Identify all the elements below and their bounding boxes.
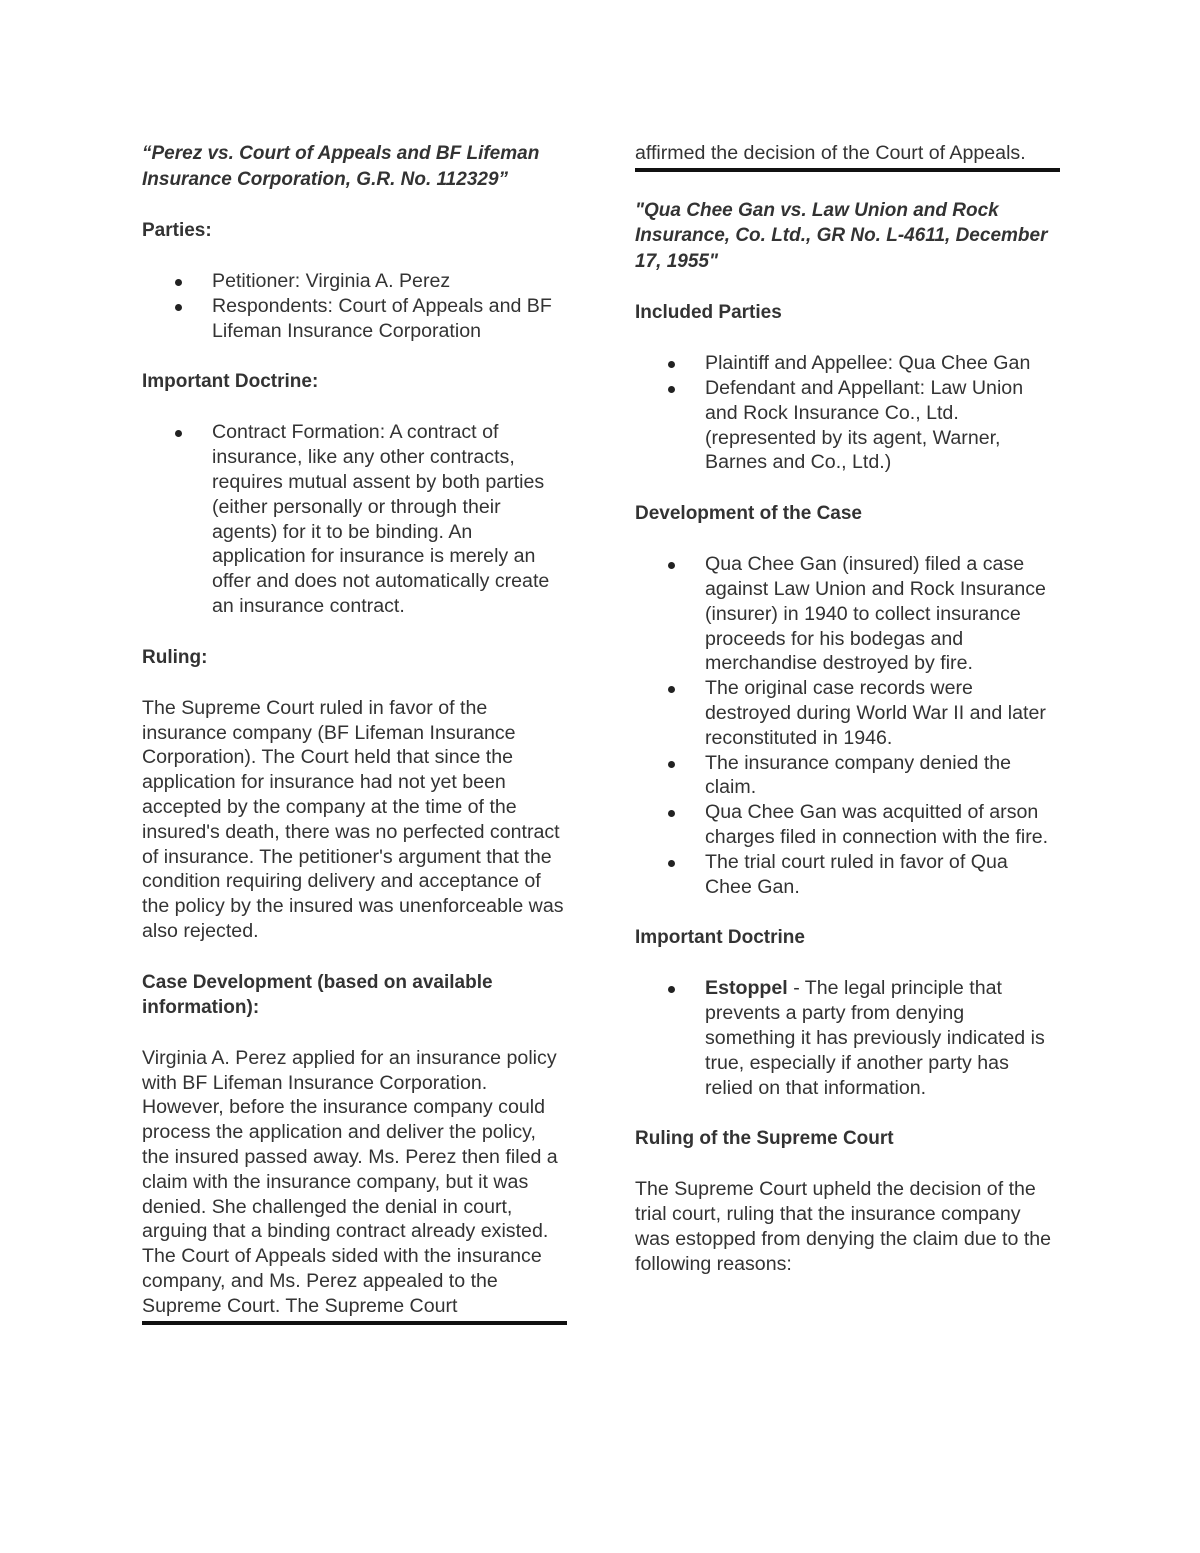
case-development-text: Virginia A. Perez applied for an insurance policy with BF Lifeman Insurance Corporation. However, before the insurance company could process the application and deliver the policy, the insured passed away. Ms. Perez then filed a claim with the insurance company, but it was denied. She challenged the denial in court, arguing that a binding contract already existed. The Court of Appeals sided with the insurance company, and Ms. Perez appealed to the Supreme Court. The Supreme Court — [142, 1046, 558, 1317]
doctrine-term: Estoppel — [705, 977, 788, 1000]
bullet-icon — [175, 279, 182, 286]
bullet-icon — [668, 386, 675, 393]
parties-list — [142, 269, 567, 343]
list-item: Respondents: Court of Appeals and BF Lifeman Insurance Corporation — [142, 294, 567, 344]
list-item: Qua Chee Gan was acquitted of arson charges filed in connection with the fire. — [635, 800, 1060, 850]
bullet-icon — [668, 860, 675, 867]
bullet-icon — [668, 686, 675, 693]
case-title-perez: “Perez vs. Court of Appeals and BF Lifeman Insurance Corporation, G.R. No. 112329” — [142, 143, 540, 190]
list-item: Petitioner: Virginia A. Perez — [142, 269, 567, 294]
included-parties-list — [635, 351, 1060, 475]
bullet-icon — [668, 761, 675, 768]
development-list — [635, 552, 1060, 899]
bullet-icon — [668, 810, 675, 817]
list-item — [635, 976, 1060, 1100]
important-doctrine-heading: Important Doctrine — [635, 927, 805, 949]
supreme-court-ruling-text: The Supreme Court upheld the decision of the trial court, ruling that the insurance company was estopped from denying the claim due to the following reasons: — [635, 1178, 1052, 1275]
doctrine-heading: Important Doctrine: — [142, 371, 319, 393]
bullet-icon — [175, 430, 182, 437]
list-item: Contract Formation: A contract of insurance, like any other contracts, requires mutual assent by both parties (either personally or through their agents) for it to be binding. An application for insurance is merely an offer and does not automatically create an insurance contract. — [142, 420, 567, 618]
list-item: The trial court ruled in favor of Qua Chee Gan. — [635, 850, 1060, 900]
doctrine-list — [142, 420, 567, 618]
list-item: Plaintiff and Appellee: Qua Chee Gan — [635, 351, 1060, 376]
included-parties-heading: Included Parties — [635, 302, 782, 324]
list-item: The insurance company denied the claim. — [635, 751, 1060, 801]
list-item: The original case records were destroyed during World War II and later reconstituted in 1946. — [635, 676, 1060, 750]
case-title-qua-chee-gan: "Qua Chee Gan vs. Law Union and Rock Insurance, Co. Ltd., GR No. L-4611, December 17, 1955" — [635, 199, 1048, 272]
case-development-heading: Case Development (based on available information): — [142, 971, 493, 1018]
important-doctrine-list — [635, 976, 1060, 1100]
left-column — [142, 141, 567, 1325]
parties-heading: Parties: — [142, 220, 212, 241]
continuation-text: affirmed the decision of the Court of Appeals. — [635, 142, 1026, 164]
bullet-icon — [668, 361, 675, 368]
right-column — [635, 141, 1060, 1277]
ruling-text: The Supreme Court ruled in favor of the insurance company (BF Lifeman Insurance Corporation). The Court held that since the application for insurance had not yet been accepted by the company at the time of the insured's death, there was no perfected contract of insurance. The petitioner's argument that the condition requiring delivery and acceptance of the policy by the insured was unenforceable was also rejected. — [142, 696, 564, 942]
list-item: Defendant and Appellant: Law Union and Rock Insurance Co., Ltd. (represented by its agent, Warner, Barnes and Co., Ltd.) — [635, 376, 1060, 475]
bullet-icon — [668, 562, 675, 569]
column-divider-rule — [142, 1321, 567, 1325]
ruling-heading: Ruling: — [142, 646, 208, 668]
bullet-icon — [175, 304, 182, 311]
supreme-court-ruling-heading: Ruling of the Supreme Court — [635, 1128, 894, 1150]
list-item: Qua Chee Gan (insured) filed a case against Law Union and Rock Insurance (insurer) in 1940 to collect insurance proceeds for his bodegas and merchandise destroyed by fire. — [635, 552, 1060, 676]
bullet-icon — [668, 986, 675, 993]
development-heading: Development of the Case — [635, 503, 862, 525]
doctrine-definition: - The legal principle that prevents a party from denying something it has previously indicated is true, especially if another party has relied on that information. — [705, 977, 1045, 1099]
